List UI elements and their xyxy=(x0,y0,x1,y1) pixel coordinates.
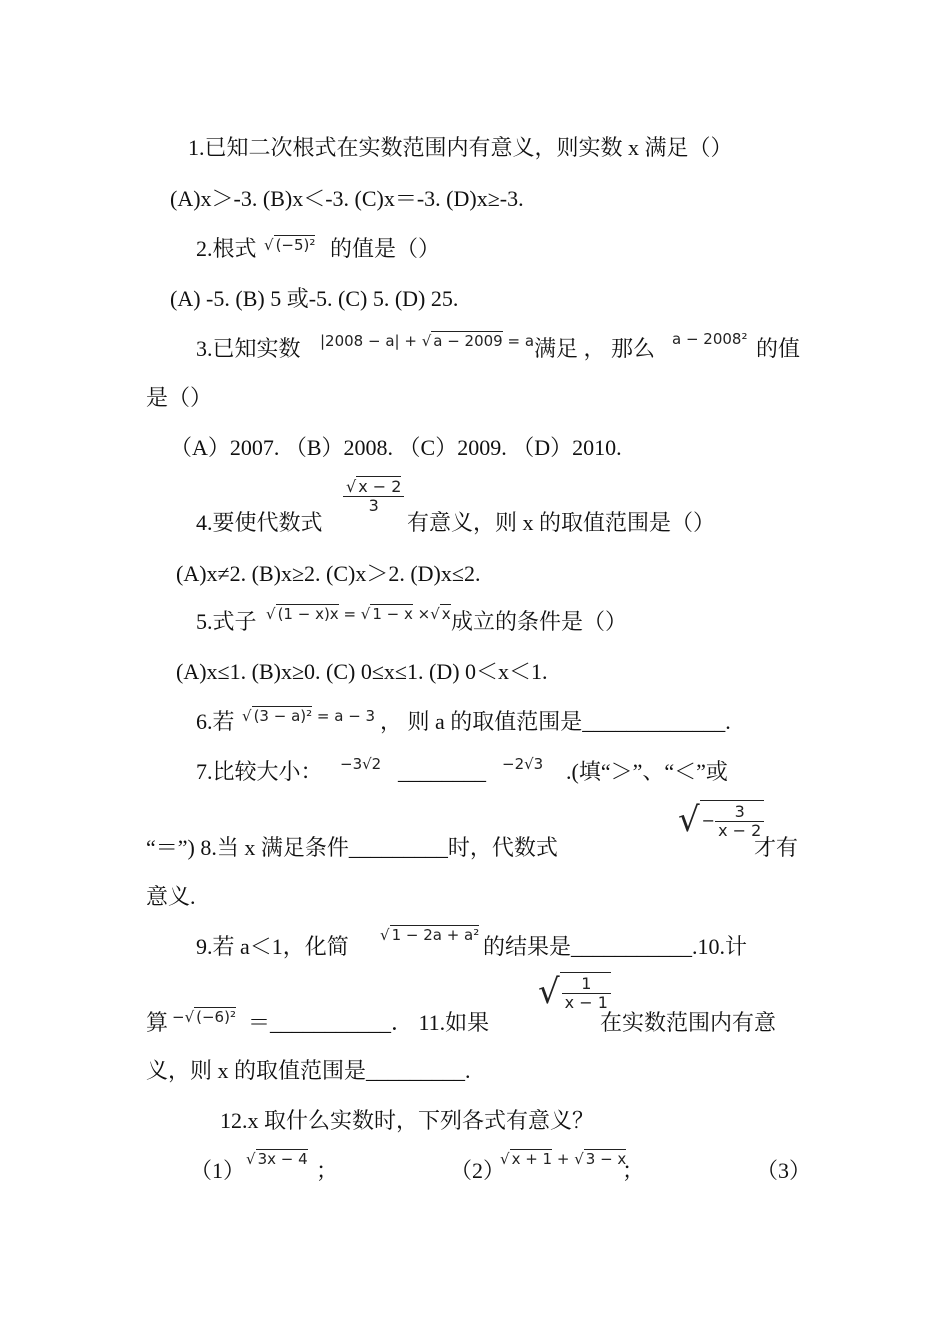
question-12-2-math xyxy=(500,1150,626,1168)
question-4-suffix: 有意义，则 x 的取值范围是（） xyxy=(407,510,716,535)
equals-term: = a xyxy=(502,332,535,350)
question-8-line-2: 意义. xyxy=(146,884,196,909)
radicand: (−5)² xyxy=(275,236,316,254)
equals-term: = a − 3 xyxy=(312,707,376,725)
question-1: 1.已知二次根式在实数范围内有意义，则实数 x 满足（） xyxy=(188,135,733,160)
question-12: 12.x 取什么实数时，下列各式有意义？ xyxy=(220,1108,595,1133)
fraction xyxy=(343,478,404,515)
question-3-prefix: 3.已知实数 xyxy=(196,336,301,361)
question-5-options: (A)x≤1. (B)x≥0. (C) 0≤x≤1. (D) 0＜x＜1. xyxy=(176,659,548,684)
question-10-prefix: 算 xyxy=(146,1010,169,1035)
plus-sign: + xyxy=(552,1150,575,1168)
question-12-1-math xyxy=(246,1150,308,1168)
question-4-math xyxy=(343,478,404,515)
question-3-middle: 满足 ， 那么 xyxy=(534,336,656,361)
question-6-math xyxy=(242,707,375,725)
question-8-prefix: “＝”) 8.当 x 满足条件_________时，代数式 xyxy=(146,835,558,860)
radicand: 3 − x xyxy=(585,1150,627,1168)
question-3-line-2: 是（） xyxy=(146,385,213,410)
question-7-math-1: −3√2 xyxy=(340,755,382,773)
denominator: 3 xyxy=(368,496,379,515)
question-11-math: √ $\frac{1}{x - 1}$ xyxy=(538,972,611,1012)
question-6-prefix: 6.若 xyxy=(196,709,235,734)
question-2-options: (A) -5. (B) 5 或-5. (C) 5. (D) 25. xyxy=(170,286,459,311)
radicand: 1 − 2a + a² xyxy=(391,926,480,944)
question-3-suffix: 的值 xyxy=(756,336,801,361)
question-10-math xyxy=(172,1008,236,1026)
abs-term: |2008 − a| + xyxy=(320,332,422,350)
question-7-math-2: −2√3 xyxy=(502,755,544,773)
question-7-suffix: .(填“＞”、“＜”或 xyxy=(566,759,728,784)
numerator: 3 xyxy=(715,803,764,822)
radicand: (3 − a)² xyxy=(253,707,313,725)
denominator: x − 2 xyxy=(718,821,762,840)
question-12-1-semicolon: ； xyxy=(316,1158,339,1183)
question-4-options: (A)x≠2. (B)x≥2. (C)x＞2. (D)x≤2. xyxy=(176,561,481,586)
question-12-3-label: （3） xyxy=(756,1158,812,1183)
question-7-blank: ________ xyxy=(398,759,486,784)
radicand: (1 − x)x xyxy=(277,605,339,623)
question-4-prefix: 4.要使代数式 xyxy=(196,510,323,535)
radicand: x xyxy=(441,605,451,623)
question-12-1-label: （1） xyxy=(190,1158,246,1183)
fraction xyxy=(562,975,611,1012)
numerator: 1 xyxy=(562,975,611,994)
question-11-line-2: 义，则 x 的取值范围是_________. xyxy=(146,1058,471,1083)
radicand: x + 1 xyxy=(511,1150,553,1168)
question-6-suffix: ， 则 a 的取值范围是_____________. xyxy=(380,709,731,734)
question-5-suffix: 成立的条件是（） xyxy=(451,609,628,634)
numerator xyxy=(343,478,404,497)
question-11-suffix: 在实数范围内有意 xyxy=(600,1010,777,1035)
denominator: x − 1 xyxy=(564,993,608,1012)
radicand: 3x − 4 xyxy=(257,1150,308,1168)
radicand: x − 2 xyxy=(358,477,402,496)
question-7-prefix: 7.比较大小： xyxy=(196,759,323,784)
radicand: (−6)² xyxy=(196,1008,236,1026)
equals-sign: = xyxy=(338,605,361,623)
question-12-2-semicolon: ； xyxy=(622,1158,645,1183)
question-3-options: （A）2007. （B）2008. （C）2009. （D）2010. xyxy=(170,435,622,460)
radicand: a − 2009 xyxy=(433,332,503,350)
question-2-math xyxy=(264,236,315,254)
radicand: 1 − x xyxy=(372,605,413,623)
minus-sign: − xyxy=(701,811,716,830)
question-9-math xyxy=(380,926,479,944)
question-12-2-label: （2） xyxy=(450,1158,506,1183)
question-3-math xyxy=(320,332,534,350)
question-3-math-2: a − 2008² xyxy=(672,330,748,348)
question-5-math xyxy=(266,605,451,623)
minus-sign: − xyxy=(172,1008,185,1026)
question-9-prefix: 9.若 a＜1，化简 xyxy=(196,934,349,959)
times-sign: × xyxy=(412,605,431,623)
question-2-suffix: 的值是（） xyxy=(330,236,441,261)
question-9-suffix: 的结果是___________.10.计 xyxy=(483,934,748,959)
question-8-suffix: 才有 xyxy=(754,835,799,860)
radicand xyxy=(560,972,611,1012)
question-2-prefix: 2.根式 xyxy=(196,236,257,261)
question-10-middle: ＝___________． 11.如果 xyxy=(248,1010,490,1035)
question-8-math: √ − $\frac{3}{x - 2}$ xyxy=(678,800,764,840)
question-5-prefix: 5.式子 xyxy=(196,609,257,634)
question-1-options: (A)x＞-3. (B)x＜-3. (C)x＝-3. (D)x≥-3. xyxy=(170,186,524,211)
